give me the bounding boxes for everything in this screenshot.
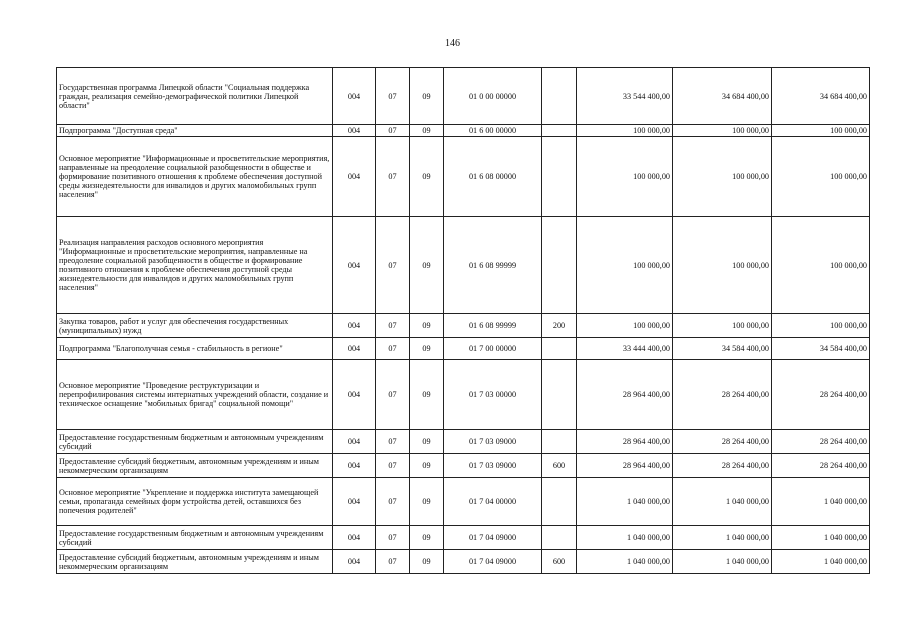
expense-type-code (542, 360, 577, 430)
subsection-code: 09 (410, 217, 444, 314)
section-code: 07 (376, 478, 410, 526)
section-code: 07 (376, 454, 410, 478)
target-article-code: 01 6 08 99999 (444, 314, 542, 338)
amount-year-3: 34 584 400,00 (772, 338, 870, 360)
amount-year-2: 28 264 400,00 (673, 454, 772, 478)
amount-year-2: 100 000,00 (673, 125, 772, 137)
subsection-code: 09 (410, 314, 444, 338)
subsection-code: 09 (410, 125, 444, 137)
row-name: Подпрограмма "Доступная среда" (57, 125, 333, 137)
section-code: 07 (376, 314, 410, 338)
row-name: Основное мероприятие "Проведение реструктуризации и перепрофилирования системы интернатных учреждений области, создание и техническое оснащение "мобильных бригад" социальной помощи" (57, 360, 333, 430)
ministry-code: 004 (333, 526, 376, 550)
amount-year-3: 1 040 000,00 (772, 478, 870, 526)
target-article-code: 01 7 03 09000 (444, 430, 542, 454)
section-code: 07 (376, 430, 410, 454)
target-article-code: 01 6 08 99999 (444, 217, 542, 314)
amount-year-3: 100 000,00 (772, 137, 870, 217)
amount-year-1: 1 040 000,00 (577, 478, 673, 526)
table-row (57, 68, 870, 125)
target-article-code: 01 6 08 00000 (444, 137, 542, 217)
amount-year-1: 100 000,00 (577, 125, 673, 137)
amount-year-3: 1 040 000,00 (772, 550, 870, 574)
row-name: Подпрограмма "Благополучная семья - стабильность в регионе" (57, 338, 333, 360)
row-name: Предоставление субсидий бюджетным, автономным учреждениям и иным некоммерческим организациям (57, 550, 333, 574)
subsection-code: 09 (410, 338, 444, 360)
ministry-code: 004 (333, 68, 376, 125)
section-code: 07 (376, 217, 410, 314)
amount-year-1: 1 040 000,00 (577, 550, 673, 574)
expense-type-code (542, 125, 577, 137)
target-article-code: 01 7 03 00000 (444, 360, 542, 430)
expense-type-code (542, 430, 577, 454)
row-name: Основное мероприятие "Информационные и просветительские мероприятия, направленные на преодоление социальной разобщенности в обществе и формирование позитивного отношения к проблеме обеспечения доступной среды жизнедеятельности для инвалидов и других маломобильных групп населения" (57, 137, 333, 217)
section-code: 07 (376, 526, 410, 550)
section-code: 07 (376, 125, 410, 137)
amount-year-2: 34 684 400,00 (673, 68, 772, 125)
amount-year-3: 34 684 400,00 (772, 68, 870, 125)
expense-type-code (542, 68, 577, 125)
subsection-code: 09 (410, 526, 444, 550)
amount-year-2: 100 000,00 (673, 217, 772, 314)
table-row (57, 314, 870, 338)
table-row (57, 137, 870, 217)
amount-year-1: 33 444 400,00 (577, 338, 673, 360)
subsection-code: 09 (410, 360, 444, 430)
subsection-code: 09 (410, 454, 444, 478)
section-code: 07 (376, 338, 410, 360)
amount-year-1: 28 964 400,00 (577, 454, 673, 478)
table-row (57, 454, 870, 478)
amount-year-2: 1 040 000,00 (673, 550, 772, 574)
amount-year-2: 28 264 400,00 (673, 360, 772, 430)
table-row (57, 550, 870, 574)
amount-year-1: 100 000,00 (577, 217, 673, 314)
ministry-code: 004 (333, 137, 376, 217)
ministry-code: 004 (333, 430, 376, 454)
amount-year-2: 28 264 400,00 (673, 430, 772, 454)
amount-year-2: 100 000,00 (673, 137, 772, 217)
amount-year-3: 100 000,00 (772, 217, 870, 314)
ministry-code: 004 (333, 550, 376, 574)
amount-year-3: 28 264 400,00 (772, 430, 870, 454)
amount-year-1: 28 964 400,00 (577, 430, 673, 454)
row-name: Предоставление государственным бюджетным и автономным учреждениям субсидий (57, 526, 333, 550)
ministry-code: 004 (333, 338, 376, 360)
expense-type-code: 600 (542, 550, 577, 574)
section-code: 07 (376, 550, 410, 574)
row-name: Предоставление субсидий бюджетным, автономным учреждениям и иным некоммерческим организациям (57, 454, 333, 478)
subsection-code: 09 (410, 550, 444, 574)
row-name: Государственная программа Липецкой области "Социальная поддержка граждан, реализация семейно-демографической политики Липецкой области" (57, 68, 333, 125)
subsection-code: 09 (410, 137, 444, 217)
amount-year-2: 1 040 000,00 (673, 526, 772, 550)
row-name: Реализация направления расходов основного мероприятия "Информационные и просветительские мероприятия, направленные на преодоление социальной разобщенности в обществе и формирование позитивного отношения к проблеме обеспечения доступной среды жизнедеятельности для инвалидов и других маломобильных групп населения" (57, 217, 333, 314)
table-row (57, 526, 870, 550)
amount-year-3: 100 000,00 (772, 125, 870, 137)
expense-type-code (542, 478, 577, 526)
amount-year-3: 28 264 400,00 (772, 360, 870, 430)
budget-table (56, 67, 870, 574)
target-article-code: 01 0 00 00000 (444, 68, 542, 125)
row-name: Закупка товаров, работ и услуг для обеспечения государственных (муниципальных) нужд (57, 314, 333, 338)
amount-year-1: 33 544 400,00 (577, 68, 673, 125)
amount-year-3: 1 040 000,00 (772, 526, 870, 550)
expense-type-code (542, 338, 577, 360)
amount-year-2: 1 040 000,00 (673, 478, 772, 526)
amount-year-2: 34 584 400,00 (673, 338, 772, 360)
expense-type-code (542, 526, 577, 550)
ministry-code: 004 (333, 360, 376, 430)
table-row (57, 478, 870, 526)
amount-year-3: 28 264 400,00 (772, 454, 870, 478)
amount-year-1: 1 040 000,00 (577, 526, 673, 550)
table-row (57, 125, 870, 137)
target-article-code: 01 6 00 00000 (444, 125, 542, 137)
section-code: 07 (376, 68, 410, 125)
amount-year-2: 100 000,00 (673, 314, 772, 338)
row-name: Предоставление государственным бюджетным и автономным учреждениям субсидий (57, 430, 333, 454)
amount-year-1: 100 000,00 (577, 137, 673, 217)
amount-year-1: 28 964 400,00 (577, 360, 673, 430)
section-code: 07 (376, 137, 410, 217)
row-name: Основное мероприятие "Укрепление и поддержка института замещающей семьи, пропаганда семейных форм устройства детей, оставшихся без попечения родителей" (57, 478, 333, 526)
section-code: 07 (376, 360, 410, 430)
ministry-code: 004 (333, 478, 376, 526)
ministry-code: 004 (333, 125, 376, 137)
table-row (57, 338, 870, 360)
expense-type-code (542, 137, 577, 217)
target-article-code: 01 7 03 09000 (444, 454, 542, 478)
amount-year-1: 100 000,00 (577, 314, 673, 338)
page-number: 146 (445, 38, 460, 49)
target-article-code: 01 7 04 09000 (444, 550, 542, 574)
table-row (57, 360, 870, 430)
subsection-code: 09 (410, 430, 444, 454)
table-row (57, 430, 870, 454)
table-row (57, 217, 870, 314)
expense-type-code: 600 (542, 454, 577, 478)
ministry-code: 004 (333, 314, 376, 338)
ministry-code: 004 (333, 454, 376, 478)
expense-type-code (542, 217, 577, 314)
amount-year-3: 100 000,00 (772, 314, 870, 338)
subsection-code: 09 (410, 478, 444, 526)
ministry-code: 004 (333, 217, 376, 314)
target-article-code: 01 7 04 00000 (444, 478, 542, 526)
target-article-code: 01 7 04 09000 (444, 526, 542, 550)
subsection-code: 09 (410, 68, 444, 125)
target-article-code: 01 7 00 00000 (444, 338, 542, 360)
expense-type-code: 200 (542, 314, 577, 338)
